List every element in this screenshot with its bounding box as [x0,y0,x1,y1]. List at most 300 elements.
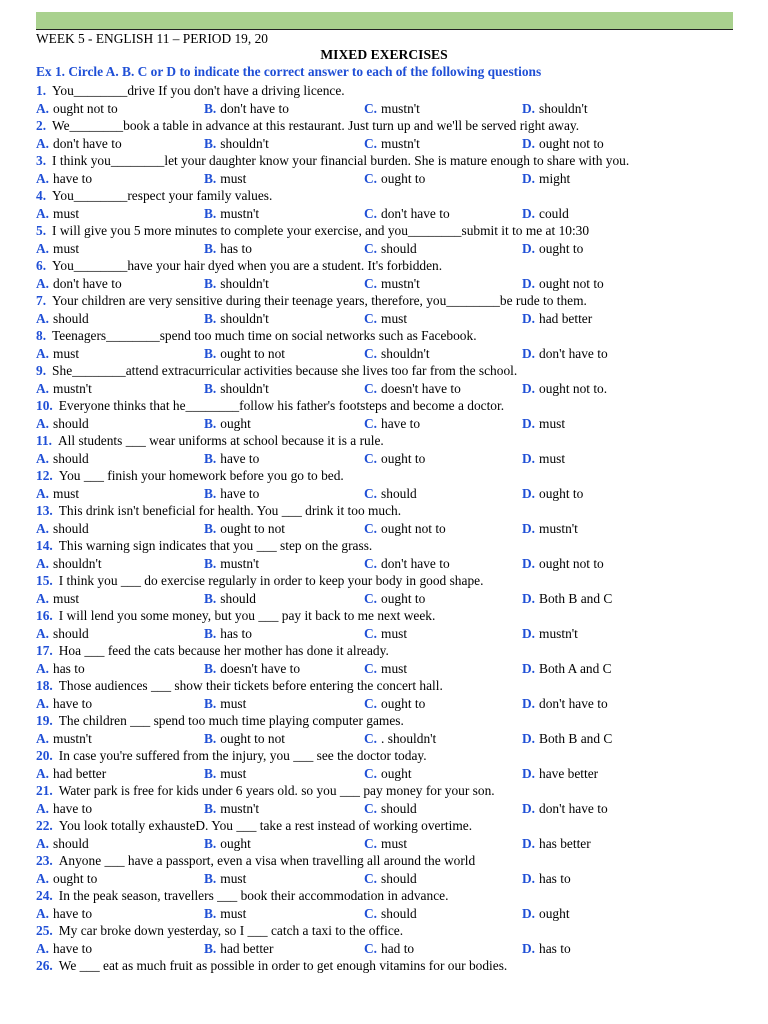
option-letter: C. [364,695,378,711]
option-text: must [53,205,80,221]
option-text: ought not to [539,555,604,571]
answer-option[interactable] [36,275,122,293]
question-text: You look totally exhausteD. You ___ take a rest instead of working overtime. [58,818,473,833]
answer-option[interactable] [364,520,446,538]
option-text: mustn't [220,800,260,816]
answer-option[interactable] [364,450,425,468]
option-text: don't have to [220,100,289,116]
answer-option[interactable] [204,310,269,328]
answer-option[interactable] [364,415,420,433]
option-letter: B. [204,240,217,256]
question-text: This warning sign indicates that you ___ step on the grass. [58,538,373,553]
exercise-instruction: Ex 1. Circle A. B. C or D to indicate the correct answer to each of the following questions [36,64,542,79]
option-text: ought to [539,240,584,256]
answer-option[interactable] [204,870,246,888]
option-letter: C. [364,870,378,886]
answer-option[interactable] [36,870,97,888]
option-letter: D. [522,170,536,186]
option-letter: C. [364,170,378,186]
option-text: shouldn't [220,135,269,151]
answer-option[interactable] [204,625,252,643]
question-number: 16. [36,608,53,623]
option-letter: C. [364,310,378,326]
answer-option[interactable] [204,940,273,958]
answer-option[interactable] [36,905,92,923]
option-text: must [220,765,247,781]
question-text: You________respect your family values. [52,188,273,203]
question-text: My car broke down yesterday, so I ___ catch a taxi to the office. [58,923,404,938]
answer-option[interactable] [364,800,417,818]
option-text: must [53,345,80,361]
question-number: 21. [36,783,53,798]
answer-option[interactable] [522,835,591,853]
question-number: 18. [36,678,53,693]
option-text: should [53,835,89,851]
answer-option[interactable] [36,800,92,818]
answer-option[interactable] [522,170,570,188]
option-letter: A. [36,310,50,326]
answer-options-row [36,205,736,223]
option-text: mustn't [539,625,578,641]
option-text: must [539,415,566,431]
answer-option[interactable] [36,940,92,958]
question-number: 26. [36,958,53,973]
option-text: shouldn't [220,380,269,396]
answer-option[interactable] [364,170,425,188]
question-text: I think you________let your daughter know your financial burden. She is mature enough to share with you. [52,153,630,168]
option-text: ought to [381,695,426,711]
answer-option[interactable] [522,485,583,503]
answer-option[interactable] [364,695,425,713]
question-row [36,537,736,555]
answer-options-row [36,730,736,748]
answer-option[interactable] [36,450,89,468]
answer-options-row [36,170,736,188]
question-number: 22. [36,818,53,833]
option-letter: D. [522,555,536,571]
question-text: We ___ eat as much fruit as possible in order to get enough vitamins for our bodies. [58,958,508,973]
option-letter: C. [364,905,378,921]
option-text: has to [220,625,252,641]
option-letter: D. [522,835,536,851]
answer-option[interactable] [522,765,598,783]
answer-option[interactable] [522,380,607,398]
question-number: 17. [36,643,53,658]
option-text: must [220,695,247,711]
option-letter: A. [36,205,50,221]
answer-option[interactable] [364,555,450,573]
question-text: The children ___ spend too much time playing computer games. [58,713,404,728]
question-text: In the peak season, travellers ___ book their accommodation in advance. [58,888,449,903]
header-banner [36,12,733,29]
option-text: don't have to [53,135,122,151]
answer-options-row [36,485,736,503]
answer-option[interactable] [522,625,578,643]
answer-option[interactable] [364,905,417,923]
answer-option[interactable] [204,520,285,538]
option-text: could [539,205,569,221]
question-row [36,467,736,485]
option-letter: B. [204,835,217,851]
option-letter: D. [522,800,536,816]
answer-option[interactable] [522,415,565,433]
option-letter: D. [522,310,536,326]
option-letter: D. [522,905,536,921]
answer-option[interactable] [204,415,251,433]
question-text: You________drive If you don't have a driving licence. [52,83,345,98]
question-number: 23. [36,853,53,868]
answer-option[interactable] [36,135,122,153]
option-text: ought [220,835,251,851]
question-number: 6. [36,258,47,273]
option-text: must [381,660,408,676]
option-letter: D. [522,765,536,781]
answer-option[interactable] [364,205,450,223]
option-letter: D. [522,100,536,116]
answer-options-row [36,660,736,678]
answer-option[interactable] [364,345,430,363]
answer-option[interactable] [522,660,612,678]
option-letter: A. [36,555,50,571]
question-row [36,852,736,870]
answer-options-row [36,870,736,888]
option-letter: C. [364,345,378,361]
answer-options-row [36,100,736,118]
option-letter: D. [522,625,536,641]
answer-option[interactable] [204,240,252,258]
answer-options-row [36,835,736,853]
option-letter: B. [204,660,217,676]
option-text: must [53,590,80,606]
option-letter: C. [364,135,378,151]
answer-option[interactable] [522,520,578,538]
option-letter: B. [204,870,217,886]
question-text: Anyone ___ have a passport, even a visa when travelling all around the world [58,853,476,868]
option-text: must [220,905,247,921]
option-letter: C. [364,240,378,256]
option-letter: A. [36,835,50,851]
answer-option[interactable] [36,660,85,678]
option-letter: C. [364,520,378,536]
option-letter: B. [204,415,217,431]
option-letter: C. [364,205,378,221]
option-text: ought to not [220,345,286,361]
answer-option[interactable] [364,310,407,328]
answer-option[interactable] [204,905,246,923]
option-text: have better [539,765,599,781]
option-text: doesn't have to [220,660,301,676]
option-text: mustn't [220,205,260,221]
answer-option[interactable] [36,310,89,328]
answer-option[interactable] [204,380,269,398]
option-letter: C. [364,765,378,781]
answer-option[interactable] [36,730,92,748]
question-row [36,677,736,695]
answer-option[interactable] [522,695,608,713]
answer-option[interactable] [364,100,420,118]
option-text: should [53,450,89,466]
answer-option[interactable] [364,275,420,293]
option-letter: A. [36,730,50,746]
answer-option[interactable] [204,450,259,468]
option-text: should [220,590,256,606]
option-text: must [53,485,80,501]
answer-option[interactable] [522,870,571,888]
answer-option[interactable] [364,135,420,153]
option-letter: B. [204,555,217,571]
question-text: Those audiences ___ show their tickets before entering the concert hall. [58,678,443,693]
option-letter: C. [364,380,378,396]
answer-option[interactable] [364,835,407,853]
question-text: All students ___ wear uniforms at school because it is a rule. [58,433,384,448]
option-letter: C. [364,625,378,641]
question-row [36,957,736,975]
option-text: has to [539,940,571,956]
answer-option[interactable] [522,800,608,818]
option-letter: C. [364,275,378,291]
question-number: 4. [36,188,47,203]
answer-option[interactable] [522,135,604,153]
option-letter: B. [204,730,217,746]
question-number: 8. [36,328,47,343]
answer-option[interactable] [364,730,436,748]
option-text: must [220,170,247,186]
question-row [36,747,736,765]
answer-option[interactable] [364,660,407,678]
answer-option[interactable] [522,730,612,748]
option-text: ought to [381,450,426,466]
option-text: had to [381,940,415,956]
question-text: Hoa ___ feed the cats because her mother has done it already. [58,643,389,658]
question-row [36,117,736,135]
option-text: ought [381,765,412,781]
question-number: 9. [36,363,47,378]
option-text: mustn't [539,520,578,536]
question-number: 5. [36,223,47,238]
answer-options-row [36,590,736,608]
answer-option[interactable] [36,485,79,503]
option-text: must [220,870,247,886]
question-text: In case you're suffered from the injury, you ___ see the doctor today. [58,748,427,763]
question-number: 12. [36,468,53,483]
option-text: Both A and C [539,660,612,676]
answer-option[interactable] [204,100,289,118]
answer-options-row [36,135,736,153]
question-row [36,327,736,345]
question-text: Everyone thinks that he________follow his father's footsteps and become a doctor. [58,398,505,413]
answer-options-row [36,800,736,818]
question-row [36,82,736,100]
option-text: shouldn't [539,100,588,116]
answer-option[interactable] [522,905,570,923]
answer-option[interactable] [36,205,79,223]
answer-option[interactable] [364,485,417,503]
option-letter: D. [522,275,536,291]
answer-option[interactable] [522,450,565,468]
option-text: should [53,310,89,326]
question-text: Water park is free for kids under 6 years old. so you ___ pay money for your son. [58,783,495,798]
answer-option[interactable] [204,485,259,503]
answer-option[interactable] [204,590,256,608]
answer-option[interactable] [36,520,89,538]
option-letter: B. [204,345,217,361]
answer-option[interactable] [522,555,604,573]
question-number: 11. [36,433,52,448]
answer-option[interactable] [204,555,259,573]
question-number: 10. [36,398,53,413]
option-text: should [381,800,417,816]
question-row [36,222,736,240]
option-text: should [53,625,89,641]
answer-option[interactable] [364,625,407,643]
answer-option[interactable] [364,240,417,258]
option-text: Both B and C [539,730,613,746]
option-text: mustn't [53,730,92,746]
answer-option[interactable] [204,205,259,223]
answer-option[interactable] [204,835,251,853]
option-letter: C. [364,100,378,116]
question-text: She________attend extracurricular activities because she lives too far from the school. [52,363,518,378]
option-letter: A. [36,800,50,816]
question-number: 19. [36,713,53,728]
header-rule [36,29,733,30]
option-text: mustn't [381,100,420,116]
option-text: have to [53,170,93,186]
option-letter: D. [522,205,536,221]
option-letter: C. [364,590,378,606]
option-letter: D. [522,940,536,956]
answer-option[interactable] [364,870,417,888]
option-text: ought not to [539,275,604,291]
answer-option[interactable] [204,275,269,293]
option-letter: A. [36,695,50,711]
answer-option[interactable] [36,100,118,118]
question-text: I will lend you some money, but you ___ pay it back to me next week. [58,608,436,623]
option-text: have to [220,450,260,466]
worksheet-title: MIXED EXERCISES [320,47,448,62]
answer-option[interactable] [36,625,89,643]
answer-option[interactable] [204,800,259,818]
option-letter: C. [364,730,378,746]
option-letter: B. [204,310,217,326]
option-text: shouldn't [53,555,102,571]
option-text: has better [539,835,591,851]
option-letter: D. [522,590,536,606]
answer-options-row [36,695,736,713]
option-letter: C. [364,835,378,851]
answer-option[interactable] [36,380,92,398]
answer-option[interactable] [204,345,285,363]
option-letter: A. [36,240,50,256]
option-text: ought not to [539,135,604,151]
option-letter: A. [36,170,50,186]
option-letter: B. [204,485,217,501]
answer-option[interactable] [36,415,89,433]
question-text: We________book a table in advance at this restaurant. Just turn up and we'll be served right away. [52,118,580,133]
answer-options-row [36,765,736,783]
question-text: I think you ___ do exercise regularly in order to keep your body in good shape. [58,573,484,588]
option-text: ought to not [220,730,286,746]
question-row [36,292,736,310]
option-letter: A. [36,135,50,151]
option-letter: A. [36,625,50,641]
question-row [36,397,736,415]
answer-option[interactable] [36,590,79,608]
answer-option[interactable] [204,695,246,713]
option-text: had better [539,310,593,326]
answer-option[interactable] [36,170,92,188]
answer-option[interactable] [522,940,571,958]
answer-option[interactable] [36,765,106,783]
question-row [36,362,736,380]
option-text: shouldn't [381,345,430,361]
option-letter: D. [522,520,536,536]
option-text: has to [220,240,252,256]
answer-option[interactable] [204,730,285,748]
option-text: don't have to [539,695,608,711]
answer-option[interactable] [36,555,102,573]
answer-option[interactable] [364,590,425,608]
answer-option[interactable] [36,345,79,363]
answer-option[interactable] [364,765,412,783]
option-letter: C. [364,555,378,571]
answer-option[interactable] [204,660,300,678]
answer-options-row [36,555,736,573]
answer-options-row [36,940,736,958]
answer-option[interactable] [522,100,588,118]
question-text: You ___ finish your homework before you go to bed. [58,468,344,483]
answer-option[interactable] [204,765,246,783]
question-number: 15. [36,573,53,588]
option-letter: D. [522,485,536,501]
option-text: ought to not [220,520,286,536]
answer-option[interactable] [36,695,92,713]
answer-options-row [36,240,736,258]
question-text: I will give you 5 more minutes to complete your exercise, and you________submit it to me at 10:30 [52,223,590,238]
answer-option[interactable] [204,170,246,188]
option-letter: B. [204,170,217,186]
option-letter: B. [204,450,217,466]
option-letter: D. [522,730,536,746]
option-text: ought not to. [539,380,608,396]
option-text: don't have to [381,555,450,571]
option-letter: A. [36,905,50,921]
answer-option[interactable] [522,345,608,363]
answer-option[interactable] [522,275,604,293]
answer-option[interactable] [522,240,583,258]
question-number: 13. [36,503,53,518]
answer-option[interactable] [522,590,612,608]
option-letter: C. [364,485,378,501]
answer-option[interactable] [522,310,592,328]
question-text: Your children are very sensitive during their teenage years, therefore, you________be rude to them. [52,293,587,308]
option-text: has to [53,660,85,676]
answer-option[interactable] [364,940,414,958]
question-text: This drink isn't beneficial for health. You ___ drink it too much. [58,503,402,518]
option-letter: B. [204,765,217,781]
answer-option[interactable] [522,205,569,223]
option-text: have to [53,940,93,956]
option-letter: A. [36,415,50,431]
answer-option[interactable] [36,240,79,258]
option-letter: A. [36,870,50,886]
option-text: doesn't have to [381,380,461,396]
option-letter: A. [36,940,50,956]
answer-option[interactable] [36,835,89,853]
question-row [36,187,736,205]
answer-option[interactable] [204,135,269,153]
answer-option[interactable] [364,380,461,398]
